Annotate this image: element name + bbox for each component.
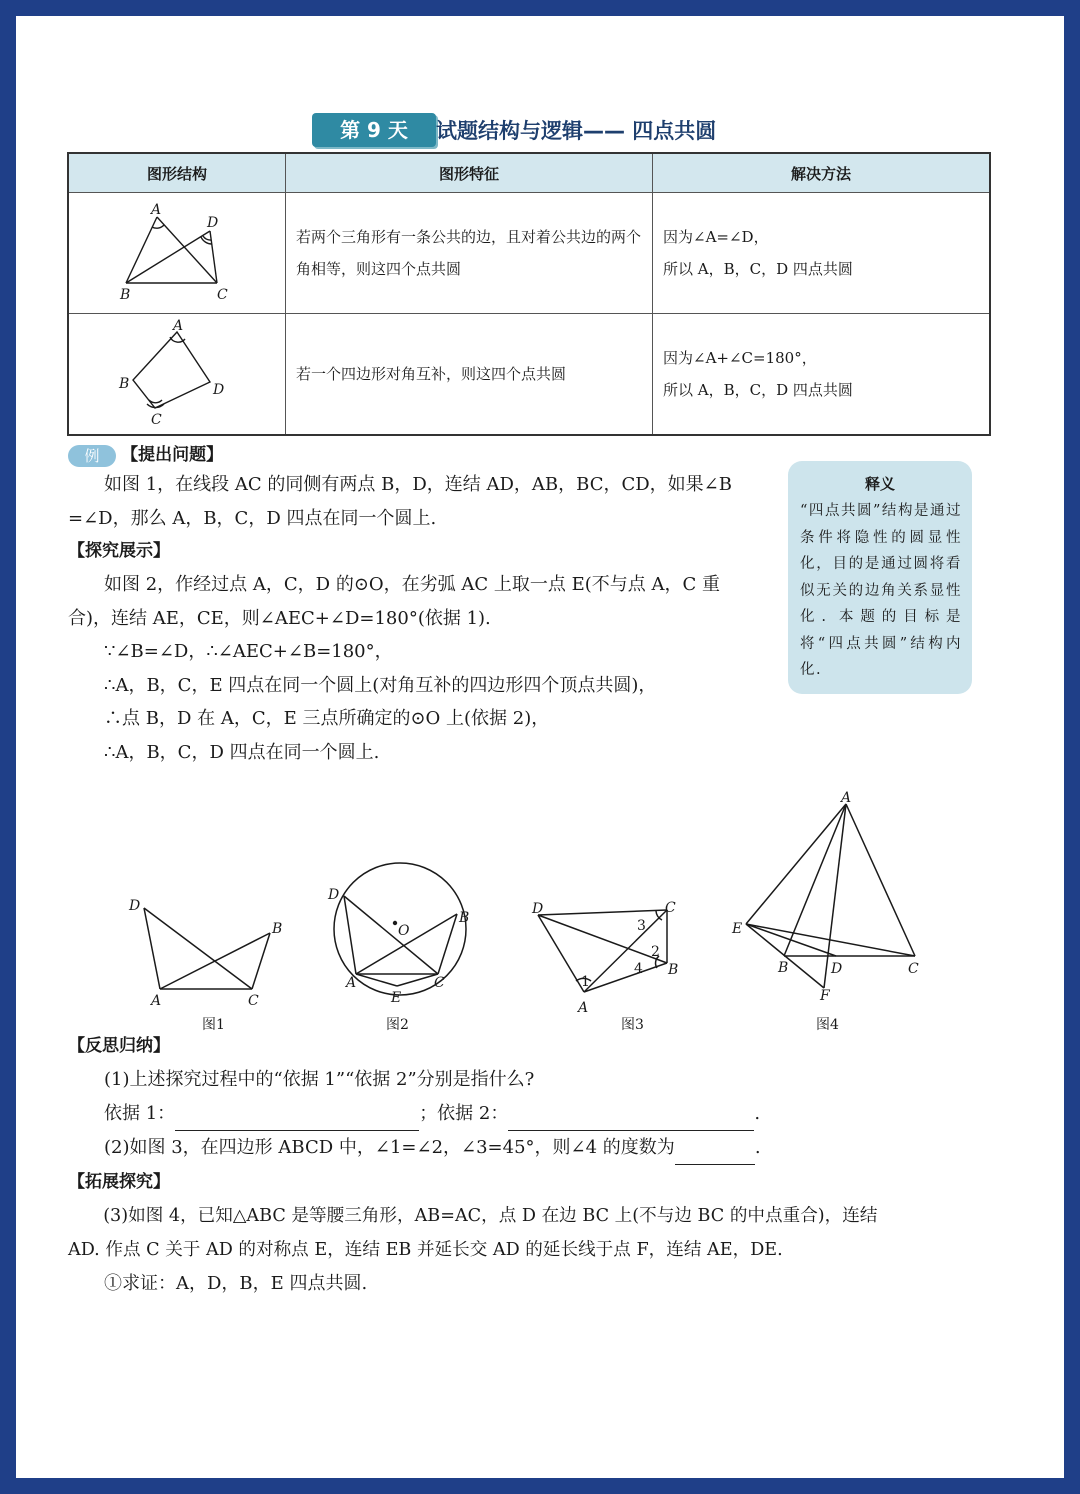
question-3-line1: (3)如图 4，已知△ABC 是等腰三角形，AB=AC，点 D 在边 BC 上(不与边 BC 的中点重合)，连结 — [103, 1206, 878, 1226]
solution-1-line1: 因为∠A=∠D， — [663, 228, 769, 246]
fig3-label-b: B — [668, 962, 679, 978]
center-point-o — [393, 921, 397, 925]
fig1-label-b: B — [272, 921, 283, 937]
fig4-label-a: A — [841, 790, 852, 806]
label-d: D — [207, 215, 219, 231]
fig4-label-e: E — [732, 921, 743, 937]
basis-answer-line — [68, 1097, 1008, 1131]
basis2-label: ；依据 2： — [419, 1103, 509, 1124]
two-triangles-diagram — [69, 193, 285, 309]
figures-row — [16, 776, 1064, 1036]
fig2-label-d: D — [328, 887, 340, 903]
fig3-label-c: C — [665, 900, 676, 916]
feature-cell-2: 若一个四边形对角互补，则这四个点共圆 — [286, 314, 653, 436]
fig2-label-a: A — [346, 975, 357, 991]
quadrilateral-diagram — [69, 314, 285, 430]
fig1-label-c: C — [248, 993, 259, 1009]
period: . — [754, 1137, 761, 1158]
header-structure: 图形结构 — [68, 153, 286, 193]
section-reflect: 【反思归纳】 — [68, 1036, 170, 1056]
label-d: D — [213, 382, 225, 398]
example-tag: 例 — [68, 445, 116, 467]
fig3-label-a: A — [578, 1000, 589, 1016]
label-b: B — [120, 287, 131, 303]
fig2-label-o: O — [398, 923, 410, 939]
fig2-label-b: B — [459, 910, 470, 926]
fig4-label-f: F — [820, 988, 830, 1004]
feature-cell-1: 若两个三角形有一条公共的边，且对着公共边的两个角相等，则这四个点共圆 — [286, 193, 653, 314]
period: . — [754, 1103, 761, 1124]
label-c: C — [151, 412, 162, 428]
fig4-label-c: C — [908, 961, 919, 977]
note-text: “四点共圆”结构是通过条件将隐性的圆显性化，目的是通过圆将看似无关的边角关系显性化. 本题的目标是将“四点共圆”结构内化. — [800, 503, 962, 678]
explore-line: ∴点 B，D 在 A，C，E 三点所确定的⊙O 上(依据 2)， — [104, 708, 550, 729]
question-2: (2)如图 3，在四边形 ABCD 中，∠1=∠2，∠3=45°，则∠4 的度数为 — [104, 1137, 675, 1158]
solution-2-line1: 因为∠A+∠C=180°， — [663, 349, 817, 367]
question-3-part1: ①求证：A，D，B，E 四点共圆. — [104, 1273, 368, 1294]
header-feature: 图形特征 — [286, 153, 653, 193]
table-row — [68, 193, 990, 314]
basis1-label: 依据 1： — [104, 1103, 176, 1124]
question-2-line — [68, 1131, 1008, 1165]
table-row — [68, 314, 990, 436]
structure-figure-1 — [68, 193, 286, 314]
caption-fig3: 图3 — [621, 1017, 644, 1033]
label-c: C — [217, 287, 228, 303]
fig3-label-1: 1 — [581, 974, 590, 990]
section-explore: 【探究展示】 — [68, 541, 170, 561]
table-header-row — [68, 153, 990, 193]
fig1-label-a: A — [151, 993, 162, 1009]
fig3-label-d: D — [532, 901, 544, 917]
fig3-label-4: 4 — [634, 961, 643, 977]
caption-fig1: 图1 — [202, 1017, 225, 1033]
explore-line: 合)，连结 AE，CE，则∠AEC+∠D=180°(依据 1). — [68, 607, 491, 629]
solution-cell-2 — [653, 314, 991, 436]
note-title: 释义 — [864, 475, 895, 493]
solution-1-line2: 所以 A，B，C，D 四点共圆 — [663, 260, 853, 278]
question-3-line2: AD. 作点 C 关于 AD 的对称点 E，连结 EB 并延长交 AD 的延长线于点 F，连结 AE，DE. — [68, 1240, 783, 1260]
example-heading — [68, 440, 223, 466]
label-b: B — [119, 376, 130, 392]
fig3-label-3: 3 — [637, 918, 646, 934]
example-body — [68, 468, 768, 769]
fig1-label-d: D — [129, 898, 141, 914]
explore-line: ∴A，B，C，D 四点在同一个圆上. — [104, 741, 380, 763]
fig2-label-e: E — [391, 990, 402, 1006]
basis2-blank[interactable] — [508, 1110, 754, 1131]
header-title: 试题结构与逻辑—— 四点共圆 — [436, 119, 717, 143]
problem-line: =∠D，那么 A，B，C，D 四点在同一个圆上. — [68, 507, 437, 529]
structure-table — [67, 152, 991, 436]
caption-fig2: 图2 — [386, 1017, 409, 1033]
fig4-label-d: D — [831, 961, 843, 977]
day-badge: 第 9 天 — [312, 113, 436, 147]
basis1-blank[interactable] — [175, 1110, 419, 1131]
section-extend: 【拓展探究】 — [68, 1172, 170, 1192]
solution-2-line2: 所以 A，B，C，D 四点共圆 — [663, 381, 853, 399]
structure-figure-2 — [68, 314, 286, 436]
header-method: 解决方法 — [653, 153, 991, 193]
header — [16, 113, 1064, 149]
fig2-label-c: C — [434, 975, 445, 991]
q2-blank[interactable] — [675, 1144, 755, 1165]
explore-line: ∵∠B=∠D，∴∠AEC+∠B=180°， — [104, 641, 393, 662]
problem-line: 如图 1，在线段 AC 的同侧有两点 B，D，连结 AD，AB，BC，CD，如果∠B — [104, 474, 732, 495]
fig3-label-2: 2 — [651, 944, 660, 960]
label-a: A — [173, 318, 184, 334]
section-problem: 【提出问题】 — [121, 445, 224, 465]
explore-line: 如图 2，作经过点 A，C，D 的⊙O，在劣弧 AC 上取一点 E(不与点 A，C 重 — [104, 574, 720, 595]
reflect-block — [68, 1029, 1008, 1301]
solution-cell-1 — [653, 193, 991, 314]
explore-line: ∴A，B，C，E 四点在同一个圆上(对角互补的四边形四个顶点共圆)， — [104, 674, 657, 696]
fig4-label-b: B — [778, 960, 789, 976]
label-a: A — [151, 202, 162, 218]
question-1: (1)上述探究过程中的“依据 1”“依据 2”分别是指什么? — [104, 1069, 535, 1090]
caption-fig4: 图4 — [816, 1017, 839, 1033]
note-box — [788, 461, 972, 694]
page — [16, 16, 1064, 1478]
